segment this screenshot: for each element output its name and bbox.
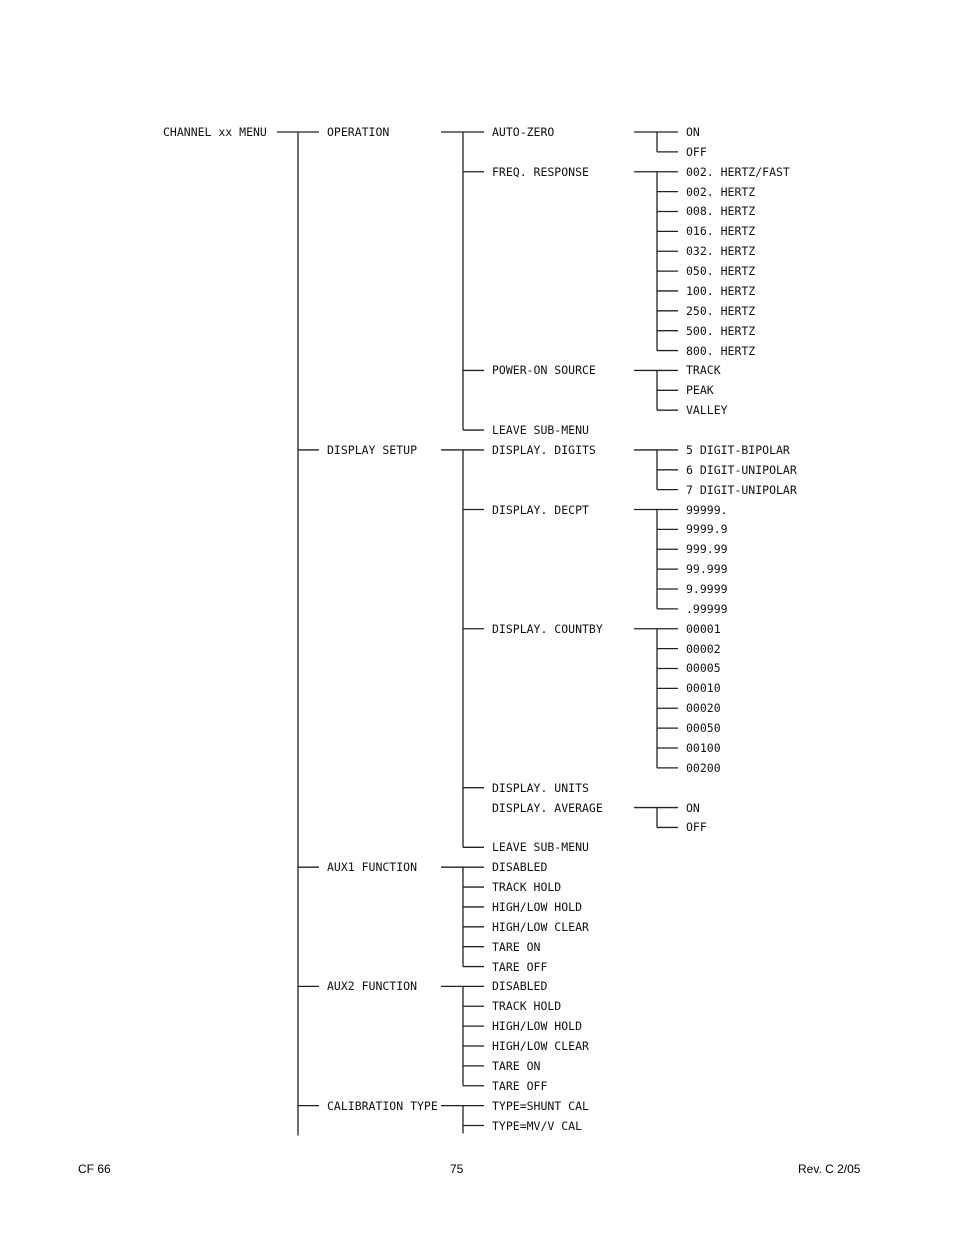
menu-item-label: TARE ON bbox=[492, 939, 541, 954]
footer-page-number: 75 bbox=[450, 1162, 464, 1176]
section-label: CALIBRATION TYPE bbox=[327, 1098, 438, 1113]
option-label: TRACK bbox=[686, 363, 721, 378]
option-label: 032. HERTZ bbox=[686, 244, 756, 259]
option-label: 002. HERTZ bbox=[686, 184, 756, 199]
option-label: 99.999 bbox=[686, 562, 728, 577]
option-label: 00010 bbox=[686, 681, 721, 696]
option-label: 7 DIGIT-UNIPOLAR bbox=[686, 482, 797, 497]
option-label: 002. HERTZ/FAST bbox=[686, 164, 790, 179]
menu-item-label: POWER-ON SOURCE bbox=[492, 363, 596, 378]
menu-item-label: DISABLED bbox=[492, 979, 548, 994]
option-label: 008. HERTZ bbox=[686, 204, 756, 219]
option-label: 00200 bbox=[686, 760, 721, 775]
menu-item-label: LEAVE SUB-MENU bbox=[492, 840, 589, 855]
menu-item-label: DISABLED bbox=[492, 860, 548, 875]
option-label: ON bbox=[686, 800, 700, 815]
menu-item-label: HIGH/LOW HOLD bbox=[492, 899, 583, 914]
option-label: PEAK bbox=[686, 383, 714, 398]
option-label: 00001 bbox=[686, 621, 721, 636]
option-label: 016. HERTZ bbox=[686, 224, 756, 239]
option-label: 00005 bbox=[686, 661, 721, 676]
option-label: 00050 bbox=[686, 721, 721, 736]
footer-document-id: CF 66 bbox=[78, 1162, 111, 1176]
menu-item-label: TARE OFF bbox=[492, 1078, 548, 1093]
menu-item-label: DISPLAY. UNITS bbox=[492, 780, 589, 795]
option-label: ON bbox=[686, 125, 700, 139]
menu-item-label: TYPE=SHUNT CAL bbox=[492, 1098, 589, 1113]
section-label: OPERATION bbox=[327, 125, 390, 139]
option-label: VALLEY bbox=[686, 403, 728, 418]
menu-item-label: TRACK HOLD bbox=[492, 999, 562, 1014]
menu-item-label: FREQ. RESPONSE bbox=[492, 164, 589, 179]
section-label: DISPLAY SETUP bbox=[327, 442, 418, 457]
option-label: 250. HERTZ bbox=[686, 303, 756, 318]
menu-item-label: HIGH/LOW CLEAR bbox=[492, 1039, 589, 1054]
root-menu-label: CHANNEL xx MENU bbox=[163, 125, 267, 139]
option-label: 9.9999 bbox=[686, 582, 728, 596]
option-label: .99999 bbox=[686, 601, 728, 616]
menu-item-label: HIGH/LOW CLEAR bbox=[492, 919, 589, 934]
menu-item-label: DISPLAY. DIGITS bbox=[492, 442, 596, 457]
option-label: 800. HERTZ bbox=[686, 343, 756, 358]
option-label: 050. HERTZ bbox=[686, 264, 756, 279]
menu-item-label: LEAVE SUB-MENU bbox=[492, 423, 589, 438]
menu-item-label: AUTO-ZERO bbox=[492, 125, 555, 139]
option-label: 500. HERTZ bbox=[686, 323, 756, 338]
footer-revision: Rev. C 2/05 bbox=[798, 1162, 861, 1176]
option-label: 00020 bbox=[686, 701, 721, 716]
menu-item-label: DISPLAY. COUNTBY bbox=[492, 621, 603, 636]
option-label: 00100 bbox=[686, 740, 721, 755]
menu-item-label: TARE ON bbox=[492, 1058, 541, 1073]
section-label: AUX2 FUNCTION bbox=[327, 979, 418, 994]
menu-item-label: DISPLAY. DECPT bbox=[492, 502, 589, 517]
menu-item-label: TARE OFF bbox=[492, 959, 548, 974]
option-label: OFF bbox=[686, 820, 707, 835]
menu-item-label: DISPLAY. AVERAGE bbox=[492, 800, 603, 815]
option-label: 6 DIGIT-UNIPOLAR bbox=[686, 462, 797, 477]
option-label: OFF bbox=[686, 144, 707, 159]
menu-item-label: HIGH/LOW HOLD bbox=[492, 1019, 583, 1034]
option-label: 00002 bbox=[686, 641, 721, 656]
menu-item-label: TYPE=MV/V CAL bbox=[492, 1118, 583, 1133]
option-label: 99999. bbox=[686, 502, 728, 517]
section-label: AUX1 FUNCTION bbox=[327, 860, 418, 875]
option-label: 100. HERTZ bbox=[686, 283, 756, 298]
option-label: 9999.9 bbox=[686, 522, 728, 537]
option-label: 5 DIGIT-BIPOLAR bbox=[686, 442, 790, 457]
option-label: 999.99 bbox=[686, 542, 728, 557]
menu-item-label: TRACK HOLD bbox=[492, 880, 562, 895]
